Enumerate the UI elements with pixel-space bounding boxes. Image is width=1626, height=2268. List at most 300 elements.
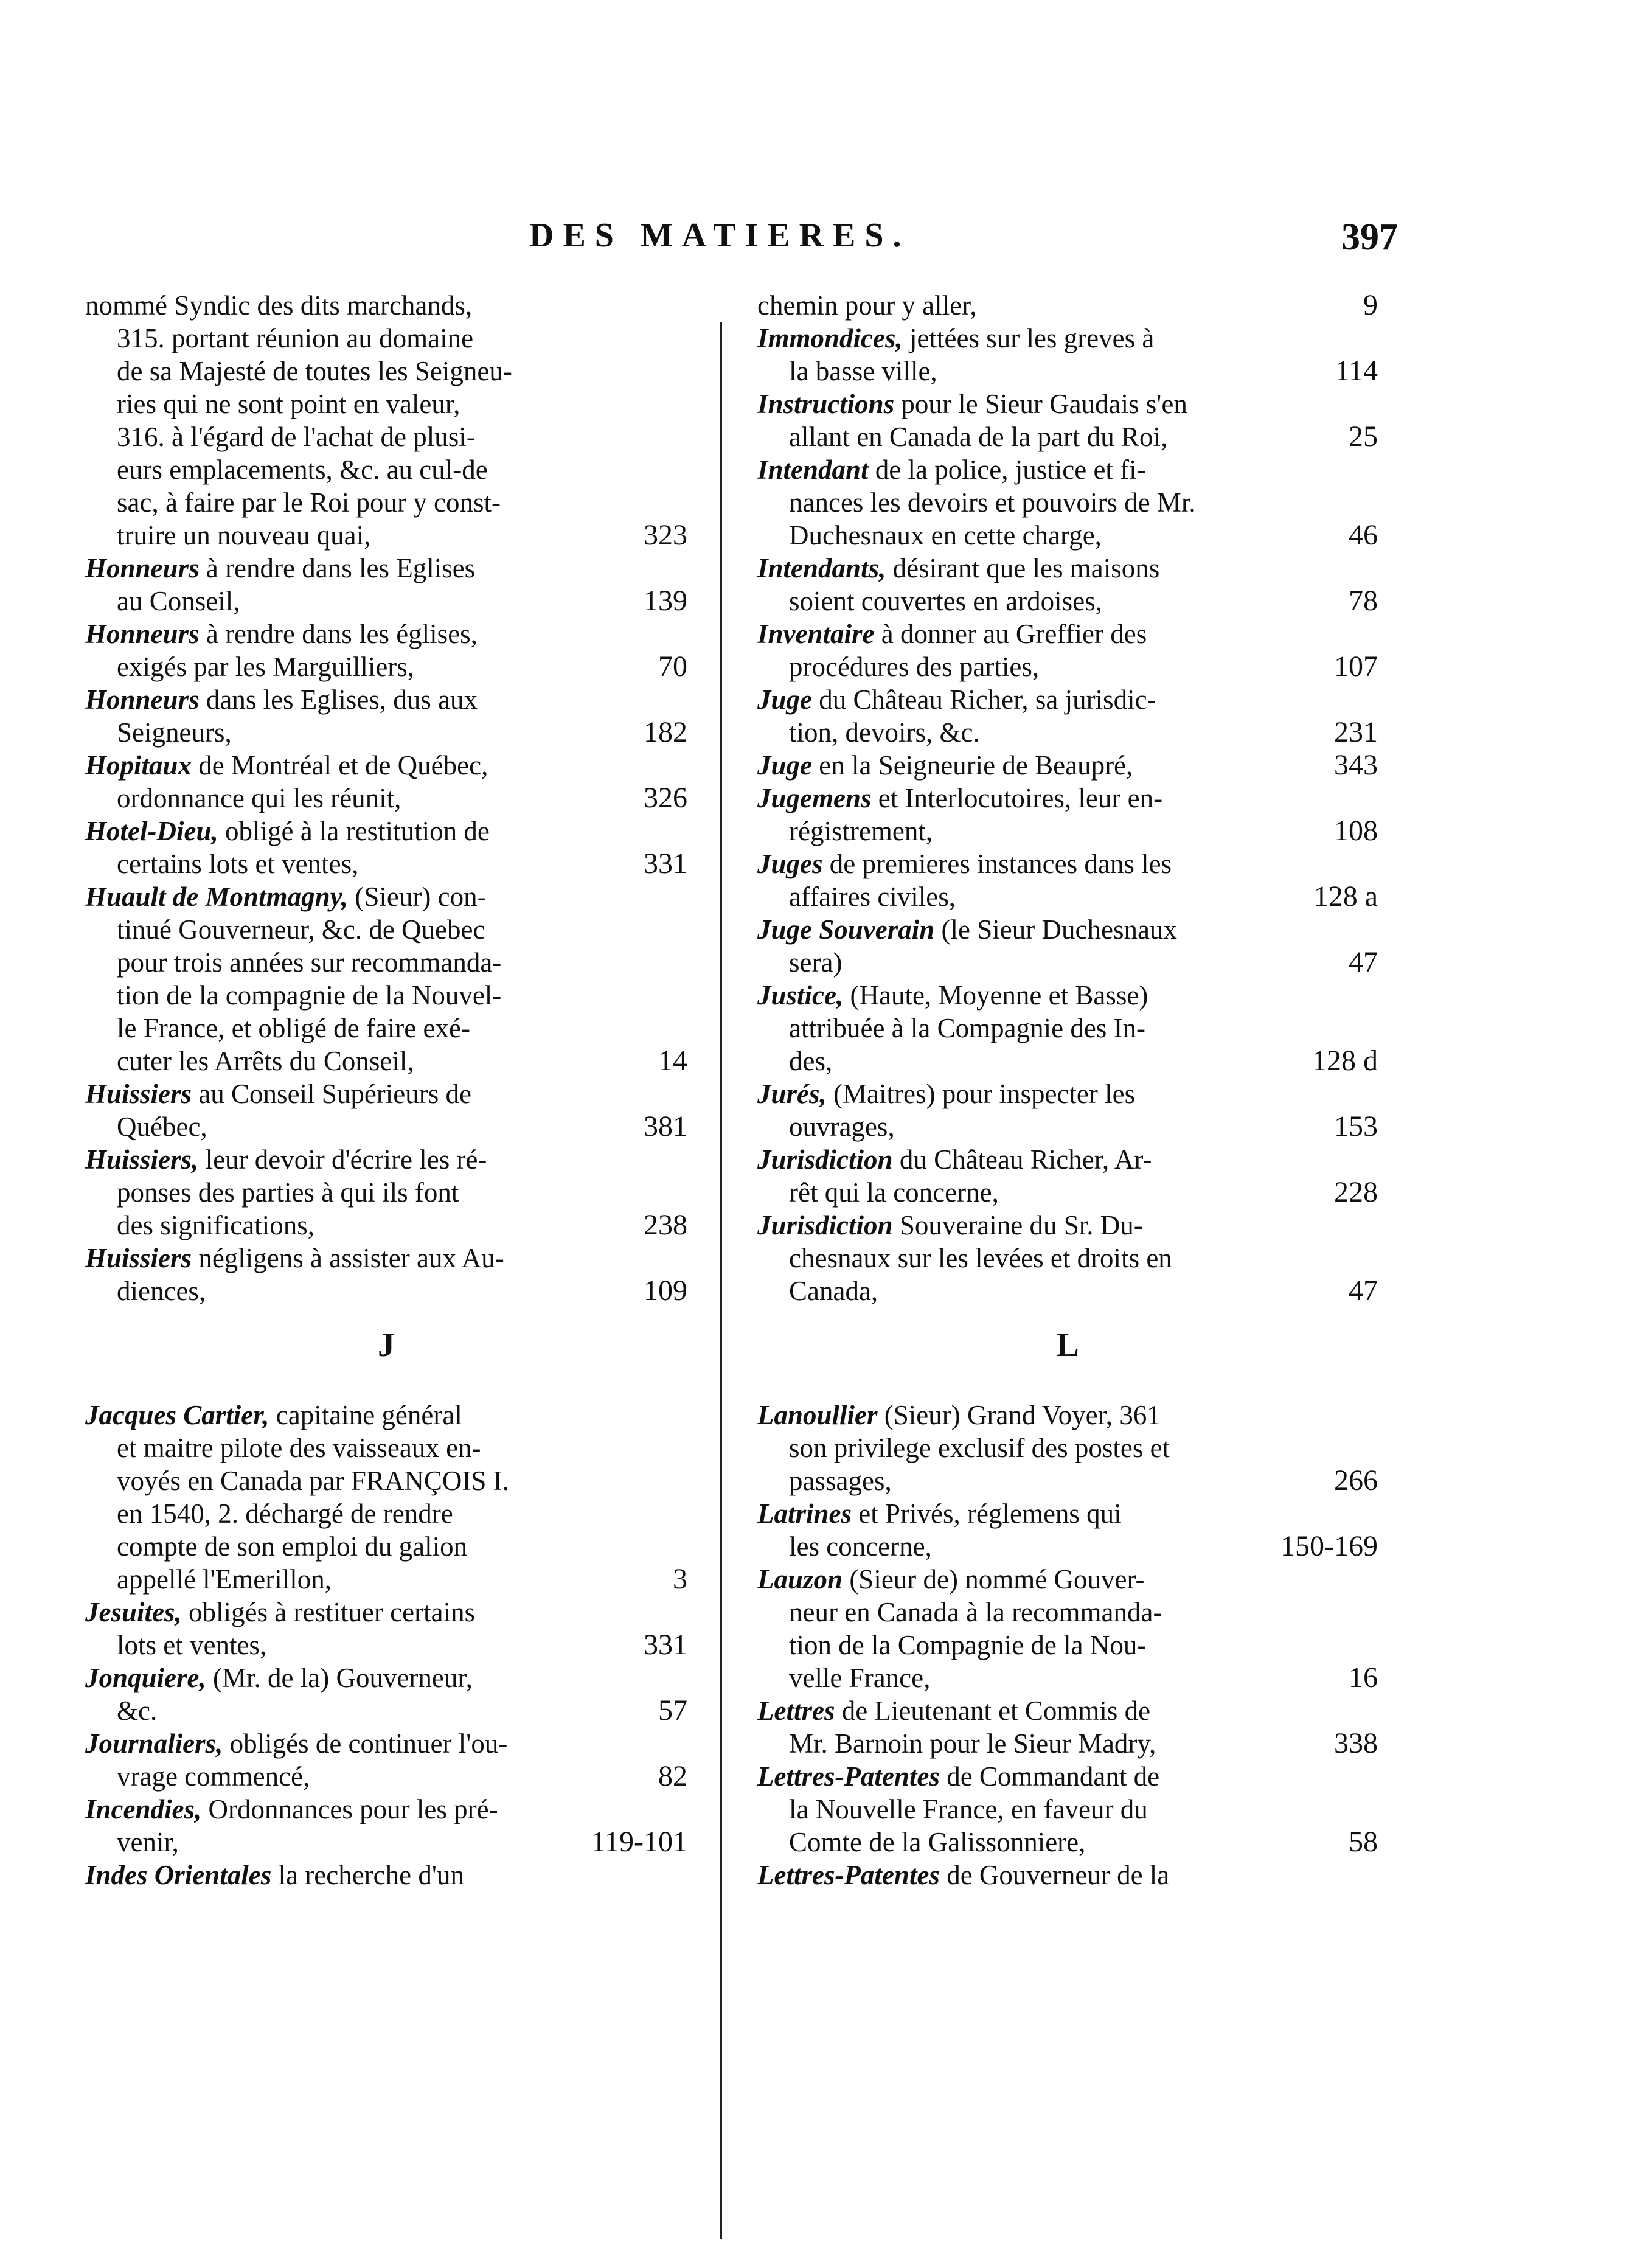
index-text: de Montréal et de Québec, [198, 750, 488, 781]
index-line-text [789, 880, 956, 913]
index-line-text [789, 420, 1167, 453]
index-text: nances les devoirs et pouvoirs de Mr. [789, 487, 1196, 518]
index-text: jettées sur les greves à [909, 323, 1155, 353]
index-headword: Jacques Cartier, [85, 1400, 269, 1430]
index-entry [757, 749, 1378, 782]
index-entry [757, 1563, 1378, 1694]
index-text: nommé Syndic des dits marchands, [85, 290, 473, 321]
index-line-text [85, 815, 490, 847]
index-text: Souveraine du Sr. Du- [899, 1210, 1143, 1240]
page-reference: 16 [1349, 1661, 1378, 1694]
index-line-text [789, 1242, 1172, 1275]
page-header [0, 216, 1626, 271]
index-line-text [117, 1530, 467, 1563]
index-headword: Juge [757, 750, 812, 781]
index-headword: Honneurs [85, 553, 200, 583]
index-line [757, 1727, 1378, 1760]
index-line [757, 1596, 1378, 1629]
index-entry [757, 913, 1378, 979]
index-entry [757, 1399, 1378, 1497]
index-line [757, 880, 1378, 913]
index-text: venir, [117, 1827, 179, 1857]
index-entry [85, 552, 687, 617]
index-line-text [789, 1596, 1162, 1629]
index-line-text [757, 1760, 1159, 1793]
index-line-text [85, 1859, 464, 1891]
index-line [85, 1563, 687, 1596]
entries-block [757, 1399, 1378, 1891]
index-text: à rendre dans les églises, [206, 619, 478, 649]
index-entry [85, 1596, 687, 1661]
index-line-text [789, 1826, 1085, 1859]
letter-heading-l [757, 1307, 1378, 1399]
index-text: velle France, [789, 1663, 931, 1693]
index-line-text [85, 1727, 507, 1760]
index-text: 316. à l'égard de l'achat de plusi- [117, 422, 476, 452]
index-line-text [757, 388, 1187, 420]
index-line [85, 847, 687, 880]
index-entry [85, 1143, 687, 1242]
page-reference: 25 [1349, 420, 1378, 453]
page-reference: 231 [1334, 716, 1378, 748]
index-text: la recherche d'un [278, 1860, 464, 1890]
index-line [85, 1110, 687, 1143]
index-line-text [757, 782, 1162, 815]
index-line-text [757, 453, 1146, 486]
index-line-text [789, 1629, 1146, 1661]
page-reference: 323 [644, 519, 687, 551]
index-line [85, 552, 687, 585]
index-text: obligé à la restitution de [224, 816, 490, 846]
index-text: en la Seigneurie de Beaupré, [819, 750, 1133, 781]
page-reference: 139 [644, 585, 687, 617]
index-line-text [789, 1464, 892, 1497]
index-line [757, 913, 1378, 946]
index-line [85, 913, 687, 946]
index-line-text [789, 716, 980, 749]
index-line [757, 1143, 1378, 1176]
page-reference: 47 [1349, 946, 1378, 978]
index-line-text [117, 847, 358, 880]
entries-block [85, 289, 687, 1307]
index-headword: Honneurs [85, 684, 200, 715]
index-line [757, 1431, 1378, 1464]
index-line-text [757, 322, 1154, 355]
index-line-text [789, 1045, 832, 1077]
index-line-text [117, 782, 401, 815]
index-line [757, 1661, 1378, 1694]
index-line-text [85, 1242, 504, 1275]
index-line-text [757, 617, 1147, 650]
page-reference: 238 [644, 1209, 687, 1241]
index-line-text [117, 1497, 453, 1530]
index-line [757, 1399, 1378, 1431]
index-line-text [757, 1399, 1161, 1431]
index-text: Mr. Barnoin pour le Sieur Madry, [789, 1728, 1156, 1759]
page-reference: 114 [1335, 355, 1378, 387]
index-line [85, 585, 687, 617]
index-text: au Conseil Supérieurs de [198, 1079, 471, 1109]
index-text: diences, [117, 1276, 206, 1306]
index-headword: Immondices, [757, 323, 903, 353]
index-text: de premieres instances dans les [829, 849, 1172, 879]
index-headword: Lettres-Patentes [757, 1860, 940, 1890]
index-line [85, 1464, 687, 1497]
index-line-text [85, 880, 487, 913]
index-text: et maitre pilote des vaisseaux en- [117, 1433, 481, 1463]
index-line [757, 1242, 1378, 1275]
index-entry [85, 1793, 687, 1859]
index-text: à rendre dans les Eglises [206, 553, 476, 583]
index-line [85, 1793, 687, 1826]
index-headword: Huissiers [85, 1243, 192, 1273]
index-text: Ordonnances pour les pré- [208, 1794, 498, 1824]
index-line [757, 585, 1378, 617]
index-line [85, 880, 687, 913]
running-title: DES MATIERES. [529, 217, 911, 254]
index-entry [85, 289, 687, 552]
index-line-text [757, 1563, 1145, 1596]
entries-block [85, 1399, 687, 1891]
index-line-text [789, 355, 937, 388]
index-line [85, 1661, 687, 1694]
index-text: la Nouvelle France, en faveur du [789, 1794, 1148, 1824]
index-headword: Jurisdiction [757, 1144, 893, 1175]
page-reference: 14 [658, 1045, 687, 1077]
index-text: les concerne, [789, 1531, 932, 1562]
index-line [85, 1431, 687, 1464]
index-line-text [85, 683, 478, 716]
index-entry [85, 1859, 687, 1891]
index-headword: Lauzon [757, 1564, 843, 1595]
index-line [757, 552, 1378, 585]
index-entry [757, 683, 1378, 749]
index-entry [85, 683, 687, 749]
index-entry [757, 1694, 1378, 1760]
index-line-text [117, 1176, 459, 1209]
index-entry [757, 979, 1378, 1077]
index-text: Québec, [117, 1111, 207, 1142]
index-line [85, 1045, 687, 1077]
index-text: tion de la Compagnie de la Nou- [789, 1630, 1147, 1660]
index-line-text [757, 1209, 1143, 1242]
index-text: ouvrages, [789, 1111, 895, 1142]
index-line [757, 1563, 1378, 1596]
index-line-text [117, 1760, 310, 1793]
index-line-text [117, 519, 370, 552]
index-text: capitaine général [276, 1400, 462, 1430]
index-text: régistrement, [789, 816, 933, 846]
index-line-text [789, 1661, 930, 1694]
index-line [757, 453, 1378, 486]
index-entry [757, 1143, 1378, 1209]
index-line [85, 420, 687, 453]
index-line [757, 420, 1378, 453]
index-text: de sa Majesté de toutes les Seigneu- [117, 356, 512, 386]
page-reference: 331 [644, 847, 687, 880]
page-reference: 326 [644, 782, 687, 814]
index-line [85, 486, 687, 519]
index-line-text [757, 289, 977, 322]
index-text: Duchesnaux en cette charge, [789, 520, 1102, 551]
page-reference: 109 [644, 1275, 687, 1307]
page-reference: 108 [1334, 815, 1378, 847]
index-headword: Juges [757, 849, 823, 879]
index-text: ries qui ne sont point en valeur, [117, 389, 460, 419]
index-line-text [117, 355, 512, 388]
index-entry [757, 1497, 1378, 1563]
index-line-text [85, 1143, 487, 1176]
index-line [757, 716, 1378, 749]
page-reference: 381 [644, 1110, 687, 1143]
index-text: procédures des parties, [789, 652, 1040, 682]
index-entry [757, 782, 1378, 847]
index-line-text [85, 289, 472, 322]
index-line [757, 1497, 1378, 1530]
index-headword: Hopitaux [85, 750, 192, 781]
index-text: sera) [789, 947, 843, 978]
index-line [85, 388, 687, 420]
index-text: (Sieur) con- [355, 882, 487, 912]
index-line-text [757, 1077, 1135, 1110]
index-headword: Jugemens [757, 783, 872, 813]
index-text: des, [789, 1046, 833, 1076]
index-line-text [117, 1045, 414, 1077]
index-line [85, 1077, 687, 1110]
index-line [757, 1826, 1378, 1859]
index-line [85, 1399, 687, 1431]
index-text: voyés en Canada par FRANÇOIS I. [117, 1466, 509, 1496]
page-number: 397 [1341, 217, 1398, 258]
index-text: cuter les Arrêts du Conseil, [117, 1046, 414, 1076]
index-text: en 1540, 2. déchargé de rendre [117, 1498, 453, 1529]
page-reference: 128 a [1313, 880, 1378, 913]
index-text: du Château Richer, Ar- [899, 1144, 1152, 1175]
index-line [85, 716, 687, 749]
page-reference: 46 [1349, 519, 1378, 551]
index-text: ordonnance qui les réunit, [117, 783, 401, 813]
index-line-text [789, 815, 933, 847]
index-headword: Hotel-Dieu, [85, 816, 218, 846]
index-line [85, 1497, 687, 1530]
index-line [757, 1760, 1378, 1793]
index-text: obligés à restituer certains [189, 1597, 476, 1627]
index-line [85, 1760, 687, 1793]
index-entry [85, 1077, 687, 1143]
index-line-text [85, 617, 478, 650]
index-line [757, 1629, 1378, 1661]
index-line-text [117, 1275, 206, 1307]
index-entry [85, 617, 687, 683]
index-line [757, 1530, 1378, 1563]
right-column [757, 289, 1378, 1891]
index-text: pour trois années sur recommanda- [117, 947, 502, 978]
index-headword: Jesuites, [85, 1597, 182, 1627]
index-headword: Journaliers, [85, 1728, 223, 1759]
index-line [757, 782, 1378, 815]
column-divider [720, 322, 722, 2239]
index-line-text [117, 1464, 509, 1497]
index-entry [757, 1859, 1378, 1891]
index-line [757, 1110, 1378, 1143]
index-headword: Intendants, [757, 553, 886, 583]
index-text: tinué Gouverneur, &c. de Quebec [117, 914, 485, 945]
index-line-text [117, 388, 460, 420]
index-entry [757, 388, 1378, 453]
index-line-text [757, 913, 1177, 946]
index-text: des significations, [117, 1210, 314, 1240]
index-line [85, 815, 687, 847]
index-line-text [117, 650, 414, 683]
index-text: dans les Eglises, dus aux [206, 684, 478, 715]
index-line [757, 946, 1378, 979]
index-line-text [85, 1077, 471, 1110]
index-line-text [789, 946, 842, 979]
index-text: pour le Sieur Gaudais s'en [901, 389, 1187, 419]
index-text: attribuée à la Compagnie des In- [789, 1013, 1146, 1043]
index-text: eurs emplacements, &c. au cul-de [117, 454, 488, 485]
index-line [85, 782, 687, 815]
page-reference: 70 [658, 650, 687, 683]
index-line-text [757, 979, 1148, 1012]
index-line-text [117, 1012, 470, 1045]
index-entry [757, 847, 1378, 913]
index-headword: Lanoullier [757, 1400, 878, 1430]
index-text: (Haute, Moyenne et Basse) [850, 980, 1148, 1011]
index-line [757, 1209, 1378, 1242]
index-line-text [789, 1727, 1156, 1760]
index-line [85, 1530, 687, 1563]
index-line-text [117, 716, 232, 749]
index-line [757, 289, 1378, 322]
index-line-text [85, 552, 475, 585]
index-text: Seigneurs, [117, 717, 232, 748]
index-text: affaires civiles, [789, 882, 956, 912]
index-line [85, 519, 687, 552]
index-text: sac, à faire par le Roi pour y const- [117, 487, 501, 518]
index-entry [85, 1242, 687, 1307]
index-line-text [117, 1110, 207, 1143]
index-line [85, 1596, 687, 1629]
index-headword: Justice, [757, 980, 844, 1011]
index-text: et Interlocutoires, leur en- [878, 783, 1163, 813]
index-line-text [789, 486, 1196, 519]
index-line-text [757, 847, 1172, 880]
index-entry [757, 453, 1378, 552]
index-line [85, 1242, 687, 1275]
index-text: tion, devoirs, &c. [789, 717, 980, 748]
index-line-text [789, 1793, 1148, 1826]
entries-block [757, 289, 1378, 1307]
index-line [757, 1077, 1378, 1110]
index-text: chesnaux sur les levées et droits en [789, 1243, 1172, 1273]
index-headword: Lettres [757, 1696, 835, 1726]
index-text: compte de son emploi du galion [117, 1531, 468, 1562]
index-line-text [789, 519, 1102, 552]
index-entry [757, 617, 1378, 683]
index-text: rêt qui la concerne, [789, 1177, 999, 1208]
page-reference: 331 [644, 1629, 687, 1661]
index-line-text [789, 1176, 999, 1209]
index-line-text [757, 1694, 1150, 1727]
index-text: truire un nouveau quai, [117, 520, 371, 551]
index-line-text [757, 749, 1133, 782]
index-line-text [117, 946, 501, 979]
index-line [757, 388, 1378, 420]
index-line-text [117, 1209, 314, 1242]
index-line-text [85, 1793, 498, 1826]
index-line [757, 847, 1378, 880]
index-line [85, 453, 687, 486]
index-text: lots et ventes, [117, 1630, 267, 1660]
index-entry [85, 880, 687, 1077]
index-line-text [117, 486, 501, 519]
page-reference: 82 [658, 1760, 687, 1792]
index-text: désirant que les maisons [892, 553, 1160, 583]
index-line [85, 1629, 687, 1661]
page-reference: 153 [1334, 1110, 1378, 1143]
page-reference: 47 [1349, 1275, 1378, 1307]
index-text: passages, [789, 1466, 892, 1496]
page-reference: 78 [1349, 585, 1378, 617]
index-text: neur en Canada à la recommanda- [789, 1597, 1162, 1627]
index-entry [85, 1727, 687, 1793]
index-text: chemin pour y aller, [757, 290, 977, 321]
index-text: (Maitres) pour inspecter les [833, 1079, 1136, 1109]
page-reference: 338 [1334, 1727, 1378, 1759]
index-line [757, 1464, 1378, 1497]
index-line-text [117, 453, 488, 486]
index-text: de Lieutenant et Commis de [841, 1696, 1151, 1726]
index-line [85, 1209, 687, 1242]
index-line [757, 617, 1378, 650]
index-line [85, 1859, 687, 1891]
page-reference: 119-101 [591, 1826, 687, 1858]
index-text: allant en Canada de la part du Roi, [789, 422, 1168, 452]
page-reference: 182 [644, 716, 687, 748]
index-line [757, 1793, 1378, 1826]
index-text: au Conseil, [117, 586, 240, 616]
index-line [757, 749, 1378, 782]
index-line-text [757, 683, 1156, 716]
index-headword: Huault de Montmagny, [85, 882, 349, 912]
index-line [757, 1859, 1378, 1891]
index-headword: Huissiers, [85, 1144, 199, 1175]
letter-heading-label: L [1056, 1326, 1079, 1364]
index-text: du Château Richer, sa jurisdic- [819, 684, 1156, 715]
index-entry [757, 322, 1378, 388]
index-line-text [117, 1563, 332, 1596]
index-text: de la police, justice et fi- [875, 454, 1146, 485]
index-headword: Huissiers [85, 1079, 192, 1109]
index-line [85, 355, 687, 388]
index-line [85, 1143, 687, 1176]
index-entry [757, 289, 1378, 322]
index-line-text [789, 585, 1102, 617]
index-text: certains lots et ventes, [117, 849, 359, 879]
index-headword: Juge Souverain [757, 914, 935, 945]
index-line-text [789, 1275, 878, 1307]
index-headword: Instructions [757, 389, 895, 419]
index-line [757, 1694, 1378, 1727]
index-text: à donner au Greffier des [881, 619, 1147, 649]
page-reference: 57 [658, 1694, 687, 1727]
index-line [85, 946, 687, 979]
index-line-text [117, 1629, 266, 1661]
index-line-text [789, 1110, 895, 1143]
letter-heading-j [85, 1307, 687, 1399]
page-reference: 9 [1363, 289, 1378, 321]
